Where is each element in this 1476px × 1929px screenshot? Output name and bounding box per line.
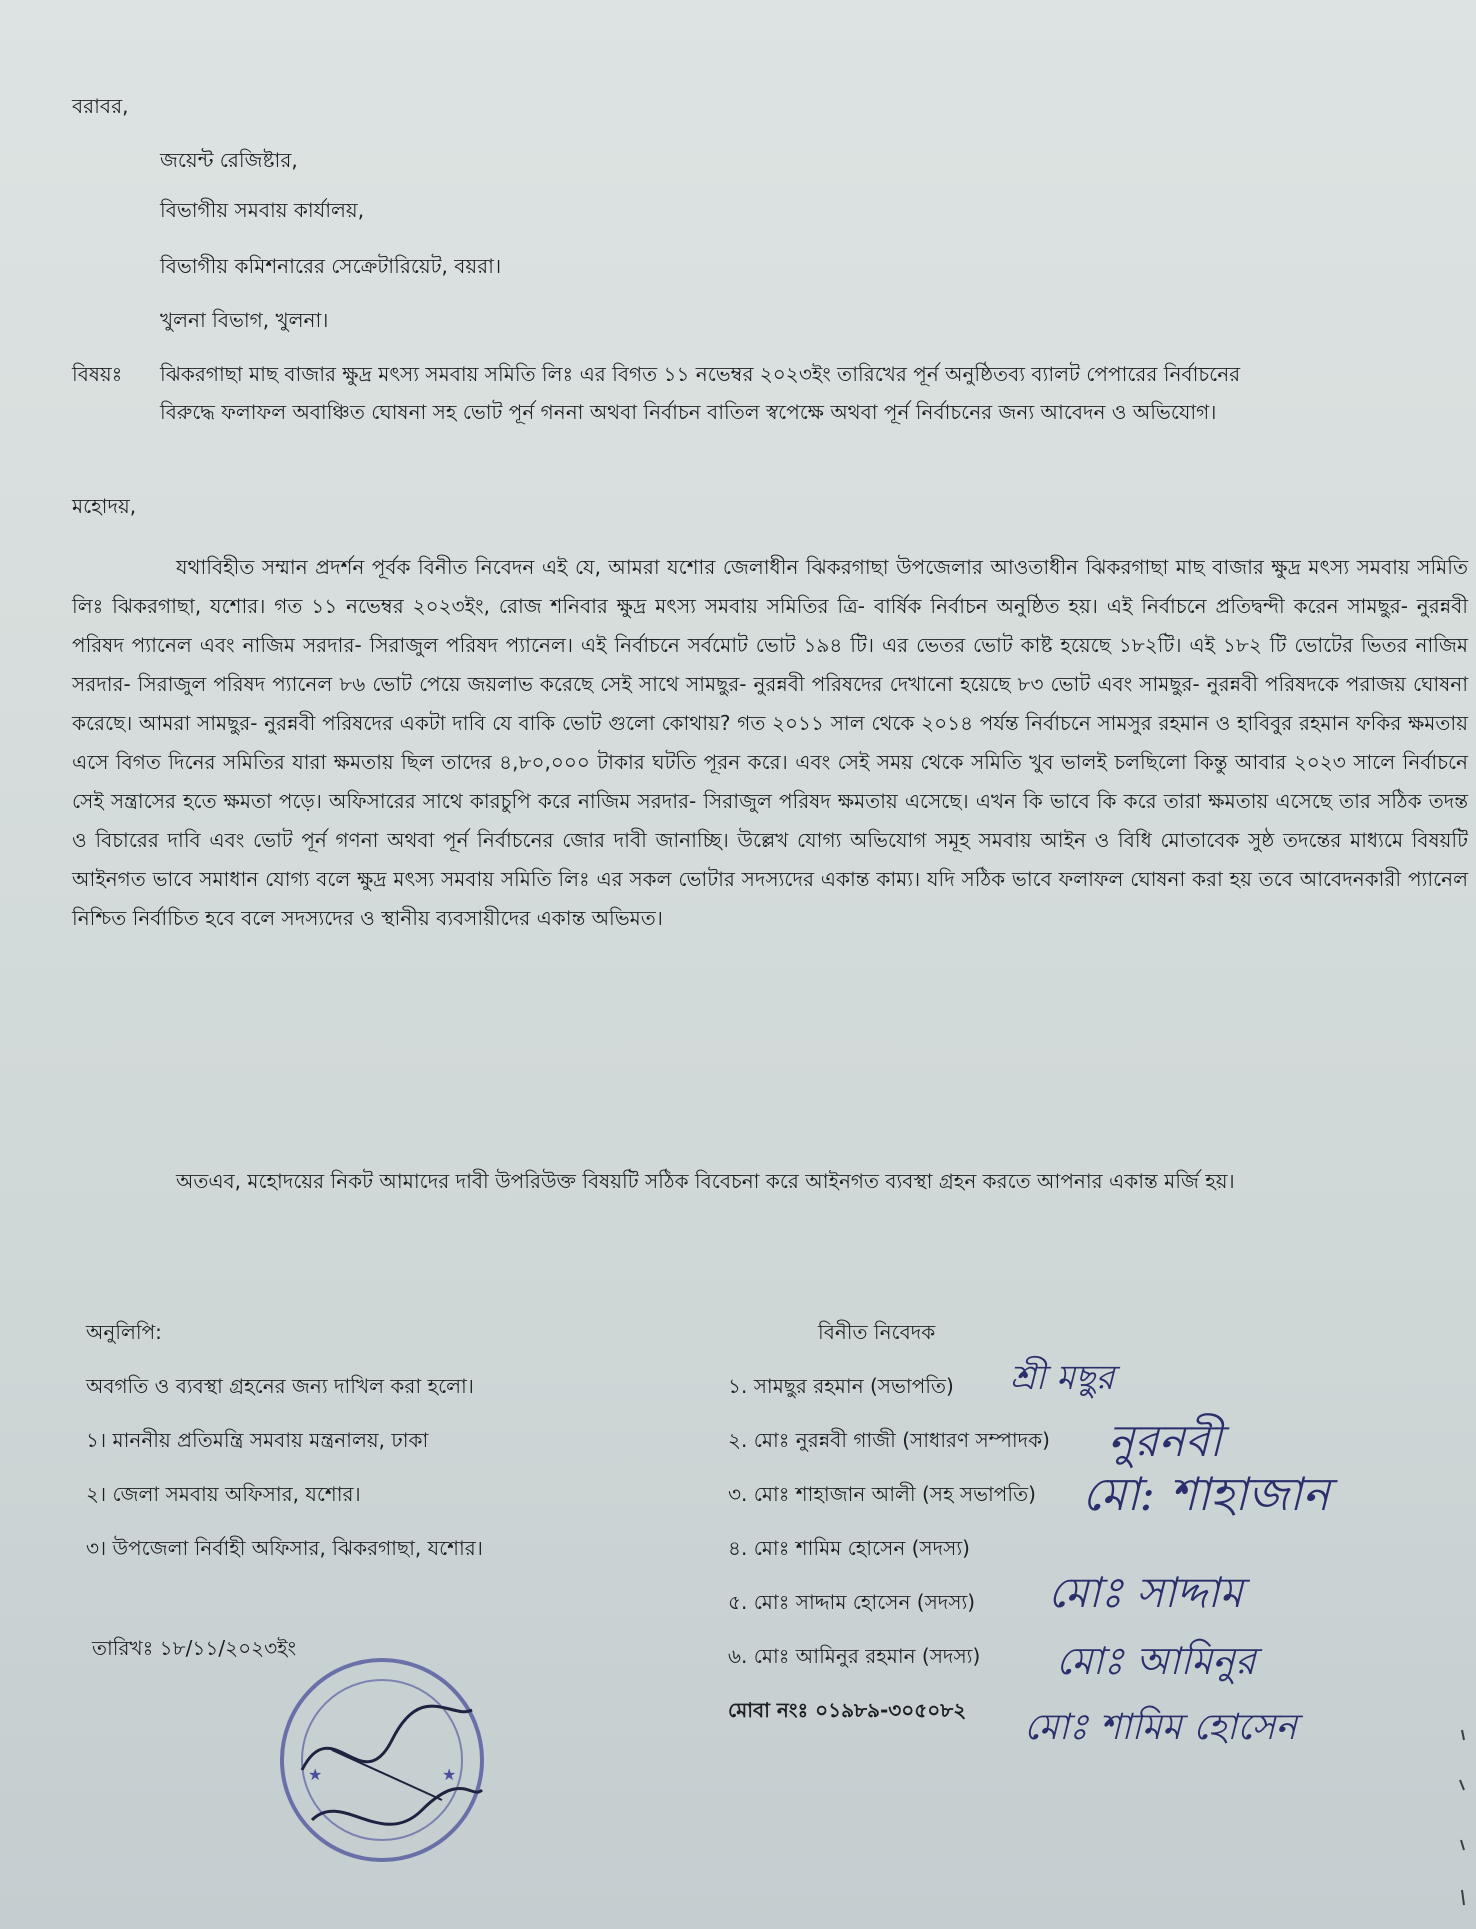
signatory-item: ৫. মোঃ সাদ্দাম হোসেন (সদস্য) bbox=[728, 1590, 976, 1614]
copies-item: ৩। উপজেলা নির্বাহী অফিসার, ঝিকরগাছা, যশোর। bbox=[86, 1536, 483, 1560]
body-paragraph: যথাবিহীত সম্মান প্রদর্শন পূর্বক বিনীত নিবেদন এই যে, আমরা যশোর জেলাধীন ঝিকরগাছা উপজেলার আওতাধীন ঝিকরগাছা মাছ বাজার ক্ষুদ্র মৎস্য সমবায় সমিতি লিঃ ঝিকরগাছা, যশোর। গত ১১ নভেম্বর ২০২৩ইং, রোজ শনিবার ক্ষুদ্র মৎস্য সমবায় সমিতির ত্রি- বার্ষিক নির্বাচন অনুষ্ঠিত হয়। এই নির্বাচনে প্রতিদ্বন্দী করেন সামছুর- নুরন্নবী পরিষদ প্যানেল এবং নাজিম সরদার- সিরাজুল পরিষদ প্যানেল। এই নির্বাচনে সর্বমোট ভোট ১৯৪ টি। এর ভেতর ভোট কাষ্ট হয়েছে ১৮২টি। এই ১৮২ টি ভোটের ভিতর নাজিম সরদার- সিরাজুল পরিষদ প্যানেল ৮৬ ভোট পেয়ে জয়লাভ করেছে সেই সাথে সামছুর- নুরন্নবী পরিষদের দেখানো হয়েছে ৮৩ ভোট এবং সামছুর- নুরন্নবী পরিষদকে পরাজয় ঘোষনা করেছে। আমরা সামছুর- নুরন্নবী পরিষদের একটা দাবি যে বাকি ভোট গুলো কোথায়? গত ২০১১ সাল থেকে ২০১৪ পর্যন্ত নির্বাচনে সামসুর রহমান ও হাবিবুর রহমান ফকির ক্ষমতায় এসে বিগত দিনের সমিতির যারা ক্ষমতায় ছিল তাদের ৪,৮০,০০০ টাকার ঘটতি পূরন করে। এবং সেই সময় থেকে সমিতি খুব ভালই চলছিলো কিন্তু আবার ২০২৩ সালে নির্বাচনে সেই সন্ত্রাসের হতে ক্ষমতা পড়ে। অফিসারের সাথে কারচুপি করে নাজিম সরদার- সিরাজুল পরিষদ ক্ষমতায় এসেছে। এখন কি ভাবে কি করে তারা ক্ষমতায় এসেছে তার সঠিক তদন্ত ও বিচারের দাবি এবং ভোট পূর্ন গণনা অথবা পূর্ন নির্বাচনের জোর দাবী জানাচ্ছি। উল্লেখ যোগ্য অভিযোগ সমূহ সমবায় আইন ও বিধি মোতাবেক সুষ্ঠ তদন্তের মাধ্যমে বিষয়টি আইনগত ভাবে সমাধান যোগ্য বলে ক্ষুদ্র মৎস্য সমবায় সমিতি লিঃ এর সকল ভোটার সদস্যদের একান্ত কাম্য। যদি সঠিক ভাবে ফলাফল ঘোষনা করা হয় তবে আবেদনকারী প্যানেল নিশ্চিত নির্বাচিত হবে বলে সদস্যদের ও স্থানীয় ব্যবসায়ীদের একান্ত অভিমত। bbox=[72, 555, 1468, 930]
signature-6: মোঃ শামিম হোসেন bbox=[1024, 1707, 1297, 1748]
salutation-to: বরাবর, bbox=[72, 94, 129, 118]
signature-1: শ্রী মছুর bbox=[1010, 1358, 1115, 1398]
signatories-heading: বিনীত নিবেদক bbox=[818, 1320, 936, 1344]
addressee-line-4: খুলনা বিভাগ, খুলনা। bbox=[160, 308, 329, 332]
copies-item: ১। মাননীয় প্রতিমন্ত্রি সমবায় মন্ত্রনালয়, ঢাকা bbox=[86, 1428, 429, 1452]
signatory-item: ৩. মোঃ শাহাজান আলী (সহ সভাপতি) bbox=[728, 1482, 1036, 1506]
signature-4: মোঃ সাদ্দাম bbox=[1048, 1568, 1243, 1617]
signature-5: মোঃ আমিনুর bbox=[1056, 1639, 1256, 1683]
office-stamp bbox=[272, 1650, 492, 1870]
mobile-number: মোবা নংঃ ০১৯৮৯-৩০৫০৮২ bbox=[728, 1698, 967, 1722]
date-line: তারিখঃ ১৮/১১/২০২৩ইং bbox=[92, 1636, 297, 1660]
signature-3: মো: শাহাজান bbox=[1082, 1467, 1330, 1521]
subject-text: ঝিকরগাছা মাছ বাজার ক্ষুদ্র মৎস্য সমবায় সমিতি লিঃ এর বিগত ১১ নভেম্বর ২০২৩ইং তারিখের পূর্ন অনুষ্ঠিতব্য ব্যালট পেপারের নির্বাচনের বিরুদ্ধে ফলাফল অবাঞ্চিত ঘোষনা সহ ভোট পূর্ন গননা অথবা নির্বাচন বাতিল স্বপেক্ষে অথবা পূর্ন নির্বাচনের জন্য আবেদন ও অভিযোগ। bbox=[160, 362, 1241, 424]
addressee-line-2: বিভাগীয় সমবায় কার্যালয়, bbox=[160, 198, 365, 222]
svg-text:★: ★ bbox=[308, 1765, 323, 1784]
copies-intro: অবগতি ও ব্যবস্থা গ্রহনের জন্য দাখিল করা হলো। bbox=[86, 1374, 474, 1398]
closing-paragraph: অতএব, মহোদয়ের নিকট আমাদের দাবী উপরিউক্ত বিষয়টি সঠিক বিবেচনা করে আইনগত ব্যবস্থা গ্রহন করতে আপনার একান্ত মর্জি হয়। bbox=[176, 1169, 1235, 1193]
addressee-line-3: বিভাগীয় কমিশনারের সেক্রেটারিয়েট, বয়রা। bbox=[160, 254, 502, 278]
signatory-item: ৬. মোঃ আমিনুর রহমান (সদস্য) bbox=[728, 1644, 981, 1668]
svg-text:★: ★ bbox=[442, 1765, 457, 1784]
signatory-item: ১. সামছুর রহমান (সভাপতি) bbox=[728, 1374, 954, 1398]
paper-edge-marks bbox=[1452, 1720, 1472, 1920]
addressee-line-1: জয়েন্ট রেজিষ্টার, bbox=[160, 148, 298, 172]
signature-2: নুরনবী bbox=[1108, 1416, 1222, 1467]
signatory-item: ২. মোঃ নুরন্নবী গাজী (সাধারণ সম্পাদক) bbox=[728, 1428, 1050, 1452]
greeting: মহোদয়, bbox=[72, 494, 137, 518]
subject-label: বিষয়ঃ bbox=[72, 362, 123, 386]
copies-item: ২। জেলা সমবায় অফিসার, যশোর। bbox=[86, 1482, 361, 1506]
signatory-item: ৪. মোঃ শামিম হোসেন (সদস্য) bbox=[728, 1536, 970, 1560]
copies-heading: অনুলিপি: bbox=[86, 1320, 162, 1344]
